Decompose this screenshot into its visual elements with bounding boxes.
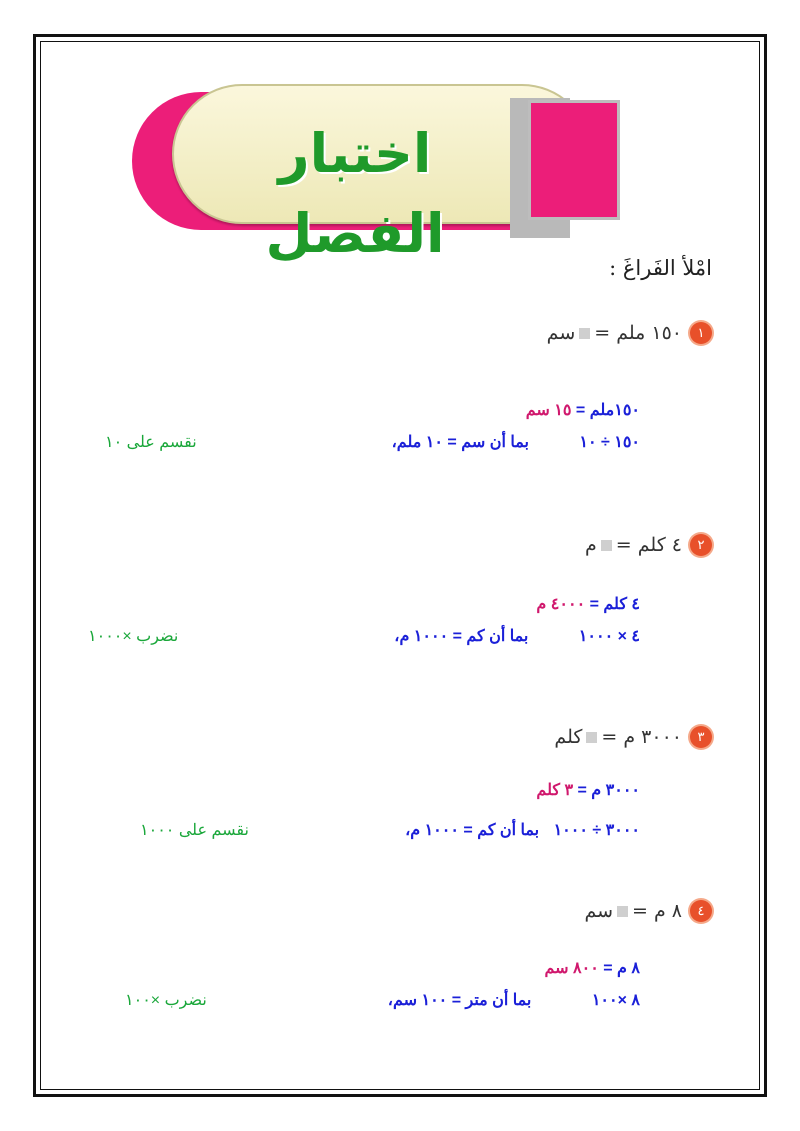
answer-lhs: ١٥٠ملم = (575, 402, 640, 419)
answer-result: ٣ كلم (536, 782, 574, 799)
calc-reason: بما أن كم = ١٠٠٠ م، (405, 822, 540, 839)
question-2-steps (394, 626, 640, 646)
question-1-note: نقسم على ١٠ (105, 434, 197, 451)
answer-result: ٨٠٠ سم (544, 960, 599, 977)
blank-box (586, 732, 597, 743)
question-2-answer (536, 594, 640, 614)
question-prompt-unit: كلم (554, 726, 583, 748)
question-4-answer (545, 958, 640, 978)
answer-lhs: ٤ كلم = (589, 596, 640, 613)
question-prompt-left: ١٥٠ ملم = (594, 322, 682, 344)
blank-box (617, 906, 628, 917)
question-3-note: نقسم على ١٠٠٠ (140, 822, 249, 839)
question-number-badge: ٣ (690, 726, 712, 748)
question-4-note: نضرب ×١٠٠ (125, 992, 207, 1009)
question-3-prompt (554, 726, 712, 748)
answer-lhs: ٨ م = (603, 960, 640, 977)
question-3-answer (536, 780, 640, 800)
question-number-badge: ١ (690, 322, 712, 344)
answer-result: ٤٠٠٠ م (536, 596, 586, 613)
calc-expression: ٤ × ١٠٠٠ (578, 628, 640, 645)
question-1-steps (392, 432, 640, 452)
question-prompt-unit: سم (584, 900, 614, 922)
answer-lhs: ٣٠٠٠ م = (577, 782, 640, 799)
calc-expression: ١٥٠ ÷ ١٠ (579, 434, 640, 451)
question-prompt-unit: م (585, 534, 597, 556)
calc-expression: ٣٠٠٠ ÷ ١٠٠٠ (553, 822, 640, 839)
calc-reason: بما أن كم = ١٠٠٠ م، (394, 628, 529, 645)
calc-expression: ٨ ×١٠٠ (591, 992, 640, 1009)
instruction-heading: امْلأ الفَراغَ : (609, 256, 712, 280)
question-2-prompt (585, 534, 712, 556)
question-prompt-unit: سم (546, 322, 576, 344)
answer-result: ١٥ سم (525, 402, 572, 419)
question-prompt-left: ٤ كلم = (615, 534, 682, 556)
calc-reason: بما أن سم = ١٠ ملم، (391, 434, 529, 451)
question-number-badge: ٤ (690, 900, 712, 922)
chapter-title: اختبار الفصل (265, 122, 445, 265)
blank-box (601, 540, 612, 551)
question-1-answer (526, 400, 640, 420)
blank-box (579, 328, 590, 339)
calc-reason: بما أن متر = ١٠٠ سم، (387, 992, 532, 1009)
chapter-banner (130, 78, 640, 265)
question-prompt-left: ٨ م = (632, 900, 682, 922)
question-2-note: نضرب ×١٠٠٠ (88, 628, 179, 645)
question-4-steps (388, 990, 640, 1010)
banner-pink-square (528, 100, 620, 220)
question-4-prompt (584, 900, 712, 922)
question-1-prompt (547, 322, 712, 344)
question-3-steps (405, 820, 640, 840)
question-number-badge: ٢ (690, 534, 712, 556)
question-prompt-left: ٣٠٠٠ م = (601, 726, 682, 748)
